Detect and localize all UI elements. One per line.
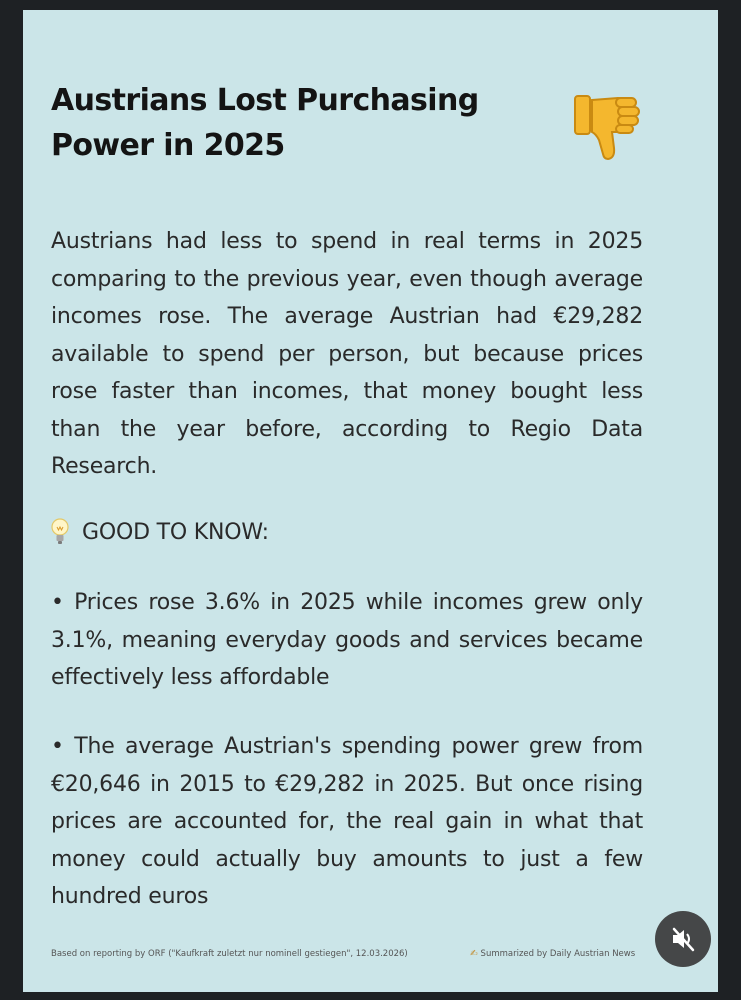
intro-paragraph: Austrians had less to spend in real terms in 2025 comparing to the previous year, even though average incomes rose. The average Austrian had €29,282 available to spend per person, but because prices rose faster than incomes, that money bought less than the year before, according to Regio Data Research. — [51, 229, 643, 479]
writing-hand-icon: ✍ — [470, 949, 478, 959]
source-note: Based on reporting by ORF ("Kaufkraft zuletzt nur nominell gestiegen", 12.03.2026) — [51, 949, 408, 959]
credit-note — [470, 949, 635, 959]
bullet-prices: • Prices rose 3.6% in 2025 while incomes grew only 3.1%, meaning everyday goods and services became effectively less affordable — [51, 590, 643, 690]
post-title: Austrians Lost Purchasing Power in 2025 — [51, 83, 479, 163]
good-to-know-label: GOOD TO KNOW: — [82, 519, 269, 545]
mute-toggle-button[interactable] — [655, 911, 711, 967]
good-to-know-heading — [51, 514, 269, 550]
credit-text: Summarized by Daily Austrian News — [480, 949, 636, 959]
thumbs-down-icon — [572, 92, 644, 164]
bullet-spending-power: • The average Austrian's spending power grew from €20,646 in 2015 to €29,282 in 2025. But once rising prices are accounted for, the real gain in what that money could actually buy amounts to just a few hundred euros — [51, 734, 643, 909]
muted-speaker-icon — [668, 924, 698, 954]
light-bulb-icon — [51, 518, 69, 546]
